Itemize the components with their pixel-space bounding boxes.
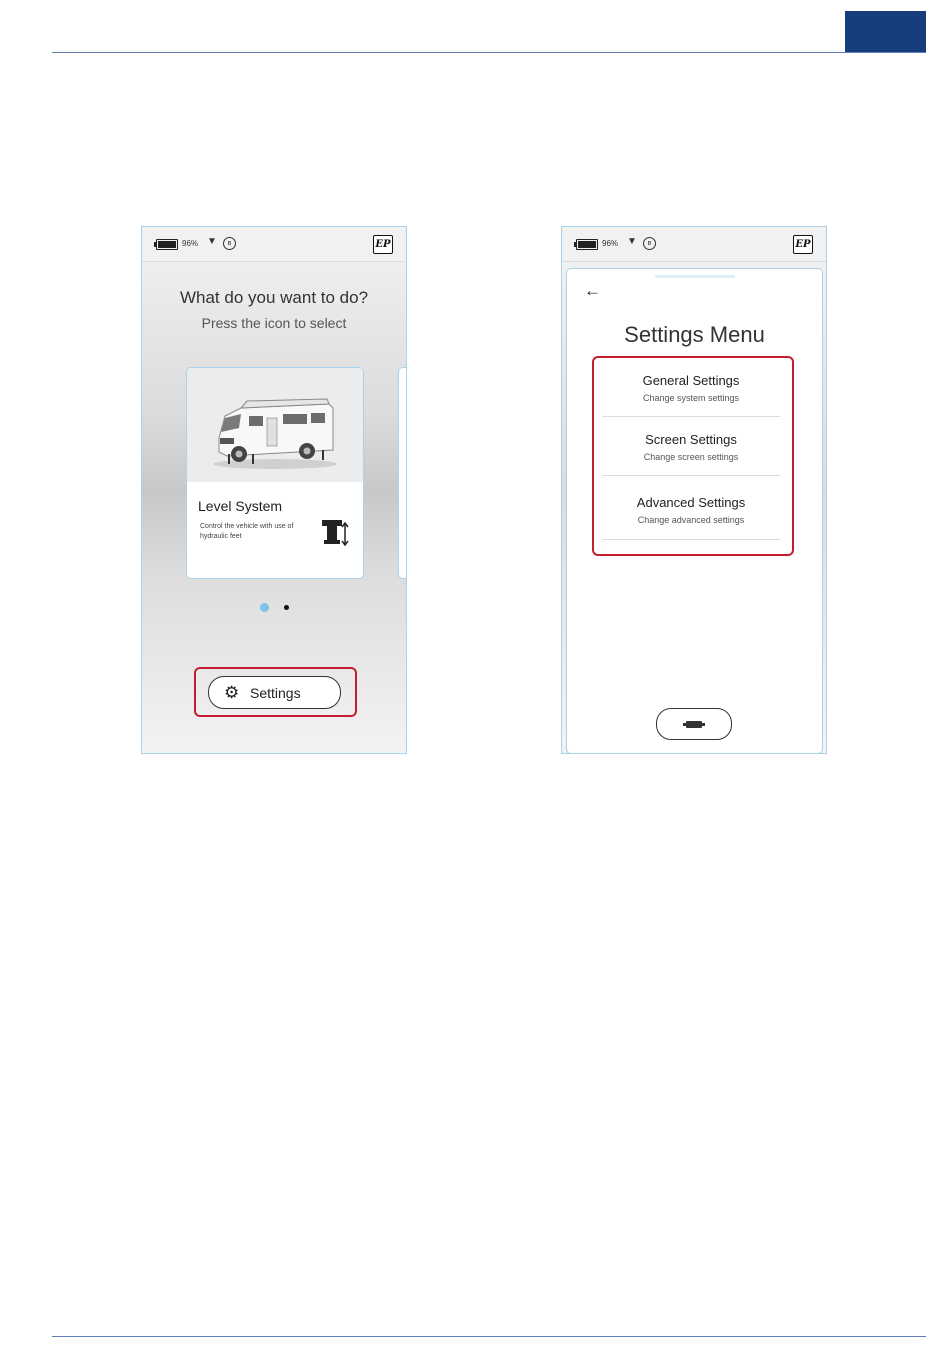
page-title: What do you want to do?: [179, 288, 369, 307]
settings-button-label: Settings: [250, 685, 301, 701]
gear-icon: ⚙: [224, 683, 240, 702]
menu-item-advanced-settings[interactable]: [602, 482, 780, 540]
header-tab: [845, 11, 926, 52]
back-arrow-icon[interactable]: ←: [584, 281, 601, 300]
menu-item-screen-settings[interactable]: [602, 423, 780, 476]
drag-handle[interactable]: [655, 275, 735, 278]
ep-logo: EP: [793, 235, 813, 254]
settings-screen: [561, 226, 827, 754]
battery-percent: 96%: [182, 239, 199, 248]
status-bar: [142, 227, 406, 262]
header-rule: [52, 52, 926, 53]
battery-icon: [576, 239, 598, 250]
connection-button[interactable]: [656, 708, 732, 740]
wifi-icon: ▼: [627, 236, 637, 247]
menu-item-title: Advanced Settings: [636, 495, 746, 510]
battery-percent: 96%: [602, 239, 619, 248]
wifi-icon: ▼: [207, 236, 217, 247]
bluetooth-icon: ʙ: [643, 237, 656, 250]
menu-item-subtitle: Change advanced settings: [637, 515, 745, 525]
menu-item-general-settings[interactable]: [602, 364, 780, 417]
settings-button[interactable]: [208, 676, 341, 709]
menu-item-title: General Settings: [642, 373, 740, 388]
battery-icon: [156, 239, 178, 250]
settings-sheet: [566, 268, 823, 754]
hydraulic-foot-icon: [320, 518, 350, 548]
motorhome-image: [187, 368, 363, 482]
next-card-peek[interactable]: [398, 367, 407, 579]
status-bar: [562, 227, 826, 262]
menu-item-title: Screen Settings: [645, 432, 737, 447]
home-screen: [141, 226, 407, 754]
menu-item-subtitle: Change system settings: [642, 393, 740, 403]
menu-item-subtitle: Change screen settings: [643, 452, 739, 462]
page-title: Settings Menu: [624, 322, 765, 347]
pager-dot[interactable]: [284, 605, 289, 610]
pager-dot-active[interactable]: [260, 603, 269, 612]
page-subtitle: Press the icon to select: [201, 315, 347, 331]
card-description: Control the vehicle with use of hydraulic feet: [200, 523, 294, 540]
ep-logo: EP: [373, 235, 393, 254]
card-title: Level System: [198, 498, 283, 514]
connector-icon: [686, 721, 702, 728]
bluetooth-icon: ʙ: [223, 237, 236, 250]
footer-rule: [52, 1336, 926, 1337]
level-system-card[interactable]: [186, 367, 364, 579]
